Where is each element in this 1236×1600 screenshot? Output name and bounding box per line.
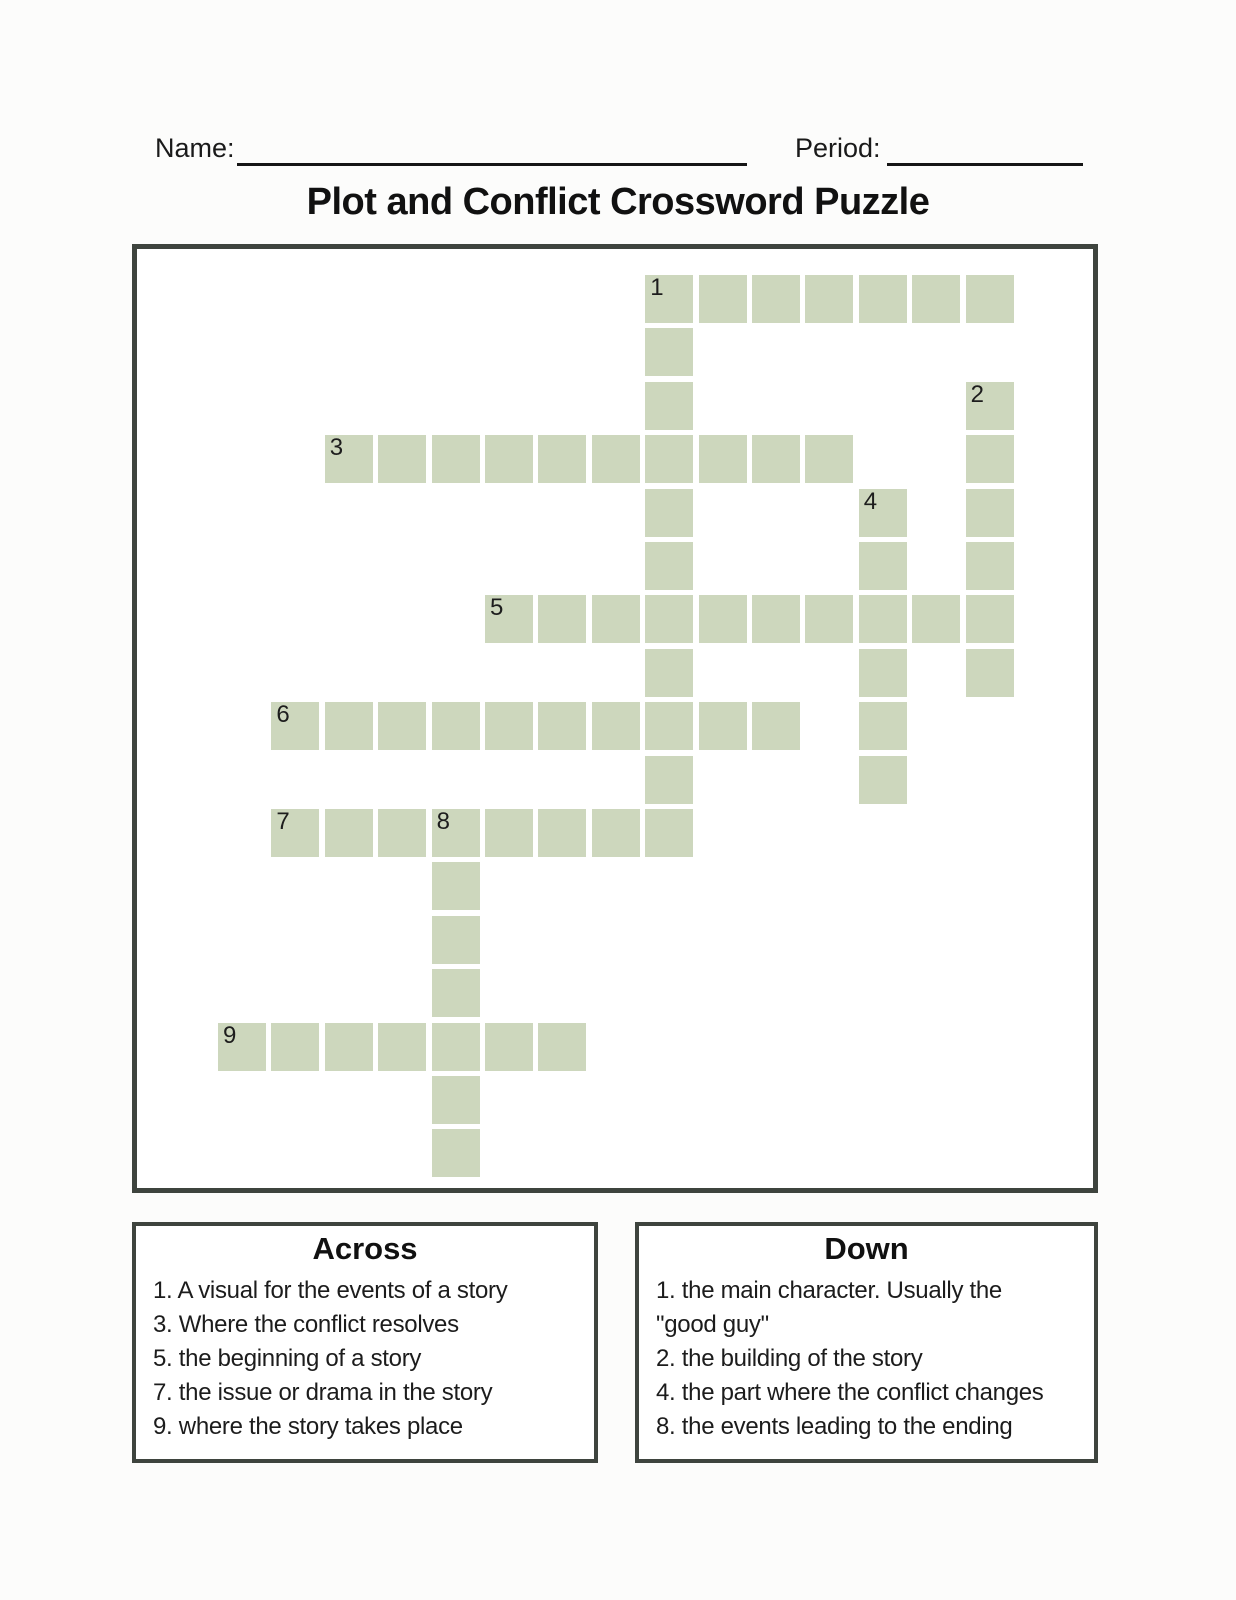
grid-cell[interactable] — [432, 969, 480, 1017]
grid-cell[interactable] — [699, 702, 747, 750]
cell-number: 2 — [970, 380, 984, 408]
grid-cell[interactable] — [271, 1023, 319, 1071]
grid-cell[interactable] — [966, 275, 1014, 323]
grid-cell[interactable] — [752, 702, 800, 750]
grid-cell[interactable] — [966, 489, 1014, 537]
grid-cell[interactable] — [645, 382, 693, 430]
grid-cell[interactable] — [432, 702, 480, 750]
cell-number: 9 — [223, 1021, 237, 1049]
across-clue-list — [136, 1274, 594, 1444]
grid-cell[interactable] — [805, 275, 853, 323]
grid-cell[interactable] — [859, 489, 907, 537]
grid-cell[interactable] — [538, 809, 586, 857]
grid-cell[interactable] — [592, 809, 640, 857]
grid-cell[interactable] — [325, 809, 373, 857]
grid-cell[interactable] — [325, 1023, 373, 1071]
grid-cell[interactable] — [645, 328, 693, 376]
across-clues-box — [132, 1222, 598, 1463]
grid-cell[interactable] — [538, 702, 586, 750]
grid-cell[interactable] — [325, 702, 373, 750]
grid-cell[interactable] — [699, 275, 747, 323]
down-clue-line: 8. the events leading to the ending — [656, 1413, 1013, 1440]
grid-cell[interactable] — [485, 809, 533, 857]
grid-cell[interactable] — [432, 435, 480, 483]
grid-cell[interactable] — [645, 595, 693, 643]
grid-cell[interactable] — [378, 435, 426, 483]
grid-cell[interactable] — [592, 435, 640, 483]
name-blank-line[interactable] — [237, 136, 747, 166]
grid-cell[interactable] — [432, 916, 480, 964]
name-label: Name: — [155, 133, 235, 163]
grid-cell[interactable] — [485, 595, 533, 643]
grid-cell[interactable] — [859, 756, 907, 804]
grid-cell[interactable] — [699, 595, 747, 643]
grid-cell[interactable] — [805, 435, 853, 483]
grid-cell[interactable] — [966, 595, 1014, 643]
grid-cell[interactable] — [485, 435, 533, 483]
grid-cell[interactable] — [912, 275, 960, 323]
grid-cell[interactable] — [912, 595, 960, 643]
grid-cell[interactable] — [645, 542, 693, 590]
across-clue-line: 5. the beginning of a story — [153, 1345, 422, 1372]
grid-cell[interactable] — [859, 595, 907, 643]
down-clue-line: "good guy" — [656, 1311, 769, 1338]
down-clue-line: 2. the building of the story — [656, 1345, 923, 1372]
grid-cell[interactable] — [699, 435, 747, 483]
grid-cell[interactable] — [271, 809, 319, 857]
down-title: Down — [824, 1231, 909, 1266]
grid-cell[interactable] — [485, 702, 533, 750]
grid-cell[interactable] — [966, 542, 1014, 590]
grid-cell[interactable] — [752, 435, 800, 483]
grid-cell[interactable] — [966, 649, 1014, 697]
grid-cell[interactable] — [645, 702, 693, 750]
grid-cell[interactable] — [378, 1023, 426, 1071]
cell-number: 7 — [276, 808, 290, 835]
grid-cell[interactable] — [325, 435, 373, 483]
grid-cell[interactable] — [271, 702, 319, 750]
down-clue-list — [639, 1274, 1094, 1444]
grid-cell[interactable] — [538, 435, 586, 483]
grid-cell[interactable] — [218, 1023, 266, 1071]
cell-number: 4 — [863, 487, 878, 515]
period-label: Period: — [795, 133, 881, 163]
grid-cell[interactable] — [432, 809, 480, 857]
cell-number: 5 — [490, 594, 504, 622]
down-clue-line: 4. the part where the conflict changes — [656, 1379, 1044, 1406]
grid-cell[interactable] — [432, 1023, 480, 1071]
grid-cell[interactable] — [859, 275, 907, 323]
grid-cell[interactable] — [859, 702, 907, 750]
grid-cell[interactable] — [966, 382, 1014, 430]
page-title: Plot and Conflict Crossword Puzzle — [306, 181, 930, 223]
grid-cell[interactable] — [432, 1129, 480, 1177]
cell-number: 3 — [329, 434, 344, 462]
grid-cell[interactable] — [859, 542, 907, 590]
cell-number: 8 — [436, 808, 450, 835]
grid-cell[interactable] — [378, 702, 426, 750]
grid-cell[interactable] — [538, 1023, 586, 1071]
grid-cell[interactable] — [805, 595, 853, 643]
grid-cell[interactable] — [966, 435, 1014, 483]
grid-cell[interactable] — [645, 809, 693, 857]
across-clue-line: 9. where the story takes place — [153, 1413, 463, 1440]
grid-cell[interactable] — [485, 1023, 533, 1071]
across-title: Across — [312, 1231, 418, 1266]
grid-cell[interactable] — [592, 595, 640, 643]
grid-cell[interactable] — [752, 595, 800, 643]
grid-cell[interactable] — [645, 275, 693, 323]
across-clue-line: 3. Where the conflict resolves — [153, 1311, 459, 1338]
grid-cell[interactable] — [645, 649, 693, 697]
grid-cell[interactable] — [645, 489, 693, 537]
cell-number: 6 — [276, 701, 290, 729]
across-clue-line: 7. the issue or drama in the story — [153, 1379, 493, 1406]
grid-cell[interactable] — [538, 595, 586, 643]
grid-cell[interactable] — [645, 435, 693, 483]
cell-number: 1 — [650, 274, 664, 301]
grid-cell[interactable] — [859, 649, 907, 697]
grid-cell[interactable] — [752, 275, 800, 323]
grid-cell[interactable] — [645, 756, 693, 804]
grid-cell[interactable] — [432, 862, 480, 910]
grid-cell[interactable] — [378, 809, 426, 857]
down-clues-box — [635, 1222, 1098, 1463]
crossword-grid — [132, 244, 1098, 1193]
across-clue-line: 1. A visual for the events of a story — [153, 1277, 508, 1304]
grid-cell[interactable] — [432, 1076, 480, 1124]
down-clue-line: 1. the main character. Usually the — [656, 1277, 1002, 1304]
period-blank-line[interactable] — [887, 136, 1083, 166]
grid-cell[interactable] — [592, 702, 640, 750]
